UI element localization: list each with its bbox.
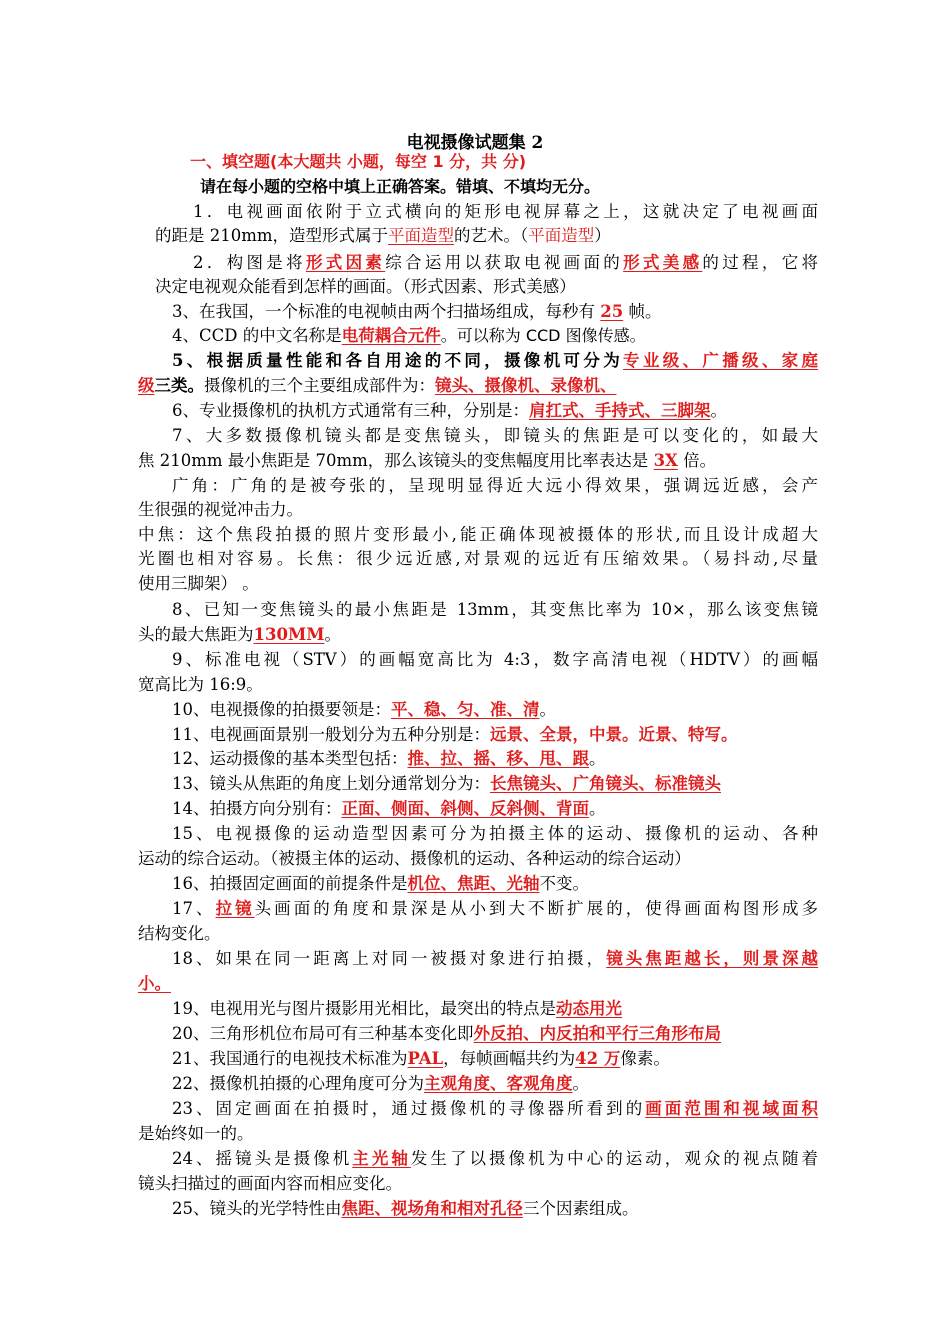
- question-22: 22、摄像机拍摄的心理角度可分为主观角度、客观角度。: [172, 1074, 589, 1093]
- note-mid-focus-line-3: 使用三脚架） 。: [138, 574, 259, 593]
- question-5-line-1: 5、根据质量性能和各自用途的不同，摄像机可分为专业级、广播级、家庭: [172, 351, 819, 370]
- question-19: 19、电视用光与图片摄影用光相比，最突出的特点是动态用光: [172, 999, 622, 1018]
- question-20: 20、三角形机位布局可有三种基本变化即外反拍、内反拍和平行三角形布局: [172, 1024, 721, 1043]
- question-8-line-2: 头的最大焦距为130MM。: [138, 625, 341, 644]
- question-1-line-2: 的距是 210mm，造型形式属于平面造型的艺术。（平面造型）: [155, 226, 611, 245]
- answer: 动态用光: [556, 999, 622, 1018]
- answer: 形式美感: [623, 253, 703, 272]
- answer: 外反拍、内反拍和平行三角形布局: [473, 1024, 721, 1043]
- question-24-line-1: 24、摇镜头是摄像机主光轴发生了以摄像机为中心的运动，观众的视点随着: [172, 1149, 818, 1168]
- document-title: 电视摄像试题集 2: [406, 133, 544, 153]
- answer: 画面范围和视域面积: [645, 1099, 818, 1118]
- question-24-line-2: 镜头扫描过的画面内容而相应变化。: [138, 1174, 402, 1193]
- question-1-line-1: 1．电视画面依附于立式横向的矩形电视屏幕之上，这就决定了电视画面: [193, 202, 818, 221]
- question-15-line-2: 运动的综合运动。（被摄主体的运动、摄像机的运动、各种运动的综合运动）: [138, 849, 691, 868]
- question-15-line-1: 15、电视摄像的运动造型因素可分为拍摄主体的运动、摄像机的运动、各种: [172, 824, 818, 843]
- question-3: 3、在我国，一个标准的电视帧由两个扫描场组成，每秒有 25 帧。: [172, 302, 662, 321]
- answer: 推、拉、摇、移、甩、跟: [407, 749, 589, 768]
- question-7-line-1: 7、大多数摄像机镜头都是变焦镜头，即镜头的焦距是可以变化的，如最大: [172, 426, 818, 445]
- question-18-line-1: 18、如果在同一距离上对同一被摄对象进行拍摄，镜头焦距越长，则景深越: [172, 949, 818, 968]
- answer: 130MM: [253, 625, 325, 644]
- answer: 平面造型: [528, 226, 595, 245]
- question-10: 10、电视摄像的拍摄要领是：平、稳、匀、准、清。: [172, 700, 556, 719]
- answer: 形式因素: [305, 253, 386, 272]
- note-mid-focus-line-1: 中焦：这个焦段拍摄的照片变形最小,能正确体现被摄体的形状,而且设计成超大: [138, 525, 818, 544]
- question-18-line-2: [138, 972, 818, 996]
- answer: PAL: [407, 1049, 444, 1068]
- question-13: 13、镜头从焦距的角度上划分通常划分为：长焦镜头、广角镜头、标准镜头: [172, 774, 721, 793]
- question-25: 25、镜头的光学特性由焦距、视场角和相对孔径三个因素组成。: [172, 1199, 639, 1218]
- question-23-line-2: 是始终如一的。: [138, 1124, 254, 1143]
- instruction: 请在每小题的空格中填上正确答案。错填、不填均无分。: [200, 177, 601, 196]
- answer: 3X: [653, 451, 678, 470]
- answer: 主观角度、客观角度: [424, 1074, 573, 1093]
- question-11: 11、电视画面景别一般划分为五种分别是：远景、全景，中景。近景、特写。: [172, 725, 738, 744]
- question-17-line-1: 17、拉镜头画面的角度和景深是从小到大不断扩展的，使得画面构图形成多: [172, 899, 818, 918]
- answer: 远景、全景，中景。近景、特写。: [490, 725, 738, 744]
- answer: 25: [600, 302, 624, 321]
- question-12: 12、运动摄像的基本类型包括：推、拉、摇、移、甩、跟。: [172, 749, 606, 768]
- question-14: 14、拍摄方向分别有：正面、侧面、斜侧、反斜侧、背面。: [172, 799, 606, 818]
- answer: 平、稳、匀、准、清: [391, 700, 540, 719]
- question-6: 6、专业摄像机的执机方式通常有三种，分别是：肩扛式、手持式、三脚架。: [172, 401, 727, 420]
- answer: 焦距、视场角和相对孔径: [341, 1199, 523, 1218]
- answer: 长焦镜头、广角镜头、标准镜头: [490, 774, 721, 793]
- question-16: 16、拍摄固定画面的前提条件是机位、焦距、光轴不变。: [172, 874, 589, 893]
- question-5-line-2: 级三类。摄像机的三个主要组成部件为：镜头、摄像机、录像机、: [138, 376, 617, 395]
- answer: 肩扛式、手持式、三脚架: [529, 401, 711, 420]
- note-wide-angle-line-1: 广角：广角的是被夸张的，呈现明显得近大远小得效果，强调远近感，会产: [172, 476, 818, 495]
- answer: 拉镜: [215, 899, 255, 918]
- answer: 平面造型: [388, 226, 455, 245]
- answer: 主光轴: [352, 1149, 411, 1168]
- question-4: 4、CCD 的中文名称是电荷耦合元件。可以称为 CCD 图像传感。: [172, 326, 646, 345]
- note-wide-angle-line-2: 生很强的视觉冲击力。: [138, 500, 303, 519]
- answer: 小。: [138, 974, 171, 993]
- answer: 正面、侧面、斜侧、反斜侧、背面: [341, 799, 589, 818]
- question-2-line-1: 2．构图是将形式因素综合运用以获取电视画面的形式美感的过程，它将: [193, 253, 819, 272]
- answer: 42 万: [575, 1049, 621, 1068]
- question-8-line-1: 8、已知一变焦镜头的最小焦距是 13mm，其变焦比率为 10×，那么该变焦镜: [172, 600, 818, 619]
- note-mid-focus-line-2: 光圈也相对容易。长焦：很少远近感,对景观的远近有压缩效果。（易抖动,尽量: [138, 549, 818, 568]
- answer: 机位、焦距、光轴: [407, 874, 540, 893]
- question-21: 21、我国通行的电视技术标准为PAL，每帧画幅共约为42 万像素。: [172, 1049, 670, 1068]
- answer: 级: [138, 376, 155, 395]
- answer: 专业级、广播级、家庭: [623, 351, 819, 370]
- question-23-line-1: 23、固定画面在拍摄时，通过摄像机的寻像器所看到的画面范围和视域面积: [172, 1099, 818, 1118]
- section-heading: 一、填空题(本大题共 小题，每空 1 分，共 分): [190, 152, 527, 171]
- answer: 镜头、摄像机、录像机、: [435, 376, 617, 395]
- question-9-line-2: 宽高比为 16:9。: [138, 675, 263, 694]
- question-9-line-1: 9、标准电视（STV）的画幅宽高比为 4:3，数字高清电视（HDTV）的画幅: [172, 650, 818, 669]
- question-2-line-2: 决定电视观众能看到怎样的画面。（形式因素、形式美感）: [155, 277, 576, 296]
- answer: 电荷耦合元件: [341, 326, 441, 345]
- question-7-line-2: 焦 210mm 最小焦距是 70mm，那么该镜头的变焦幅度用比率表达是 3X 倍。: [138, 451, 717, 470]
- question-17-line-2: 结构变化。: [138, 924, 221, 943]
- answer: 镜头焦距越长，则景深越: [606, 949, 818, 968]
